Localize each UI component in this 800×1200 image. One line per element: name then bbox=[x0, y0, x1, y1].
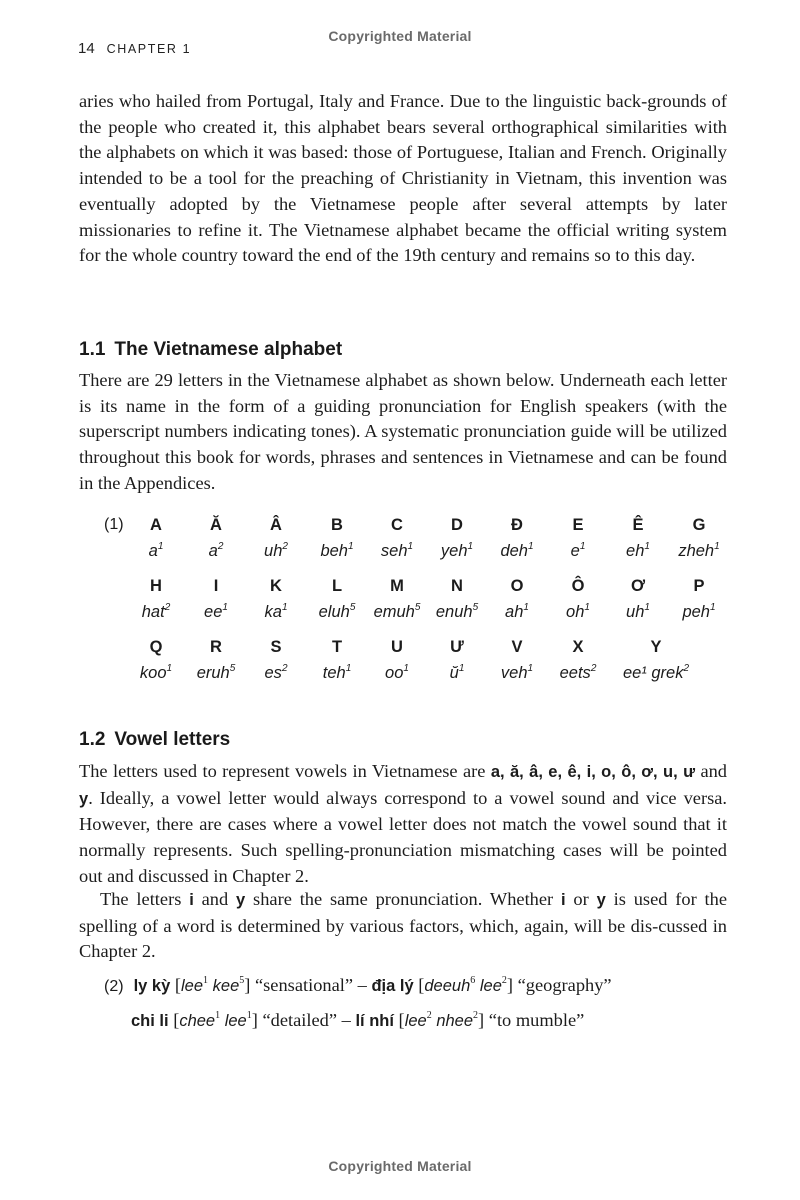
alphabet-letter: Ă bbox=[210, 516, 222, 534]
tone-number: 1 bbox=[644, 601, 650, 613]
vowel-letters-paragraph bbox=[79, 759, 727, 890]
letter-name-text: peh bbox=[682, 603, 710, 621]
pronunciation: lee bbox=[404, 1012, 427, 1030]
letter-name-text: seh bbox=[380, 542, 408, 560]
alphabet-cell bbox=[659, 577, 739, 622]
dash: – bbox=[341, 1010, 351, 1030]
text-run: The letters used to represent vowels in Vietnamese are bbox=[79, 761, 491, 781]
section-heading-1-1 bbox=[79, 339, 342, 361]
example-label-2: (2) bbox=[104, 978, 124, 995]
letter-name-text: emuh bbox=[373, 603, 415, 621]
tone-number: 1 bbox=[467, 540, 474, 552]
tone-number: 1 bbox=[579, 540, 586, 552]
section-title: Vowel letters bbox=[114, 729, 231, 750]
alphabet-letter: S bbox=[270, 638, 282, 656]
letter-name-text: a bbox=[148, 542, 158, 560]
alphabet-cell bbox=[659, 516, 739, 561]
tone-number: 1 bbox=[458, 662, 465, 674]
letter-name-text: koo bbox=[139, 664, 167, 682]
alphabet-letter: Ê bbox=[632, 516, 644, 534]
letter-name-text: a bbox=[208, 542, 218, 560]
tone-number: 1 bbox=[203, 974, 209, 986]
tone-number: 1 bbox=[281, 601, 288, 613]
letter-name-text: deh bbox=[500, 542, 528, 560]
tone-number: 5 bbox=[239, 974, 245, 986]
dash: – bbox=[357, 975, 367, 995]
alphabet-letter: N bbox=[451, 577, 463, 595]
alphabet-letter: K bbox=[270, 577, 282, 595]
alphabet-letter: I bbox=[213, 577, 219, 595]
tone-number: 2 bbox=[281, 662, 288, 674]
tone-number: 2 bbox=[217, 540, 224, 552]
letter-name-text: uh bbox=[626, 603, 645, 621]
vowel-list: a, ă, â, e, ê, i, o, ô, ơ, u, ư bbox=[490, 763, 696, 781]
letter-name-text: zheh bbox=[678, 542, 715, 560]
tone-number: 5 bbox=[472, 601, 479, 613]
tone-number: 1 bbox=[403, 662, 409, 674]
letter-name-text: ee bbox=[204, 603, 223, 621]
alphabet-letter: Â bbox=[270, 516, 282, 534]
alphabet-row bbox=[0, 638, 800, 698]
letter-name bbox=[659, 542, 739, 561]
intro-paragraph: aries who hailed from Portugal, Italy and France. Due to the linguistic back-grounds of the people who created it, this alphabet bears several orthographical similarities with the alphabets on which it was based: those of Portuguese, Italian and French. Originally intended to be a tool for the preaching of Christianity in Vietnam, this invention was eventually adopted by the Vietnamese people after several attempts by later missionaries to refine it. The Vietnamese alphabet became the official writing system for the whole country toward the end of the 19th century and remains so to this day. bbox=[79, 91, 727, 266]
tone-number: 5 bbox=[414, 601, 421, 613]
tone-number: 2 bbox=[683, 662, 690, 674]
pronunciation: lee bbox=[479, 977, 502, 995]
alphabet-letter: C bbox=[391, 516, 403, 534]
example-2-line-1: (2) ly kỳ [lee$^1$ kee$^5$] “sensational” – địa lý [deeuh$^6$ lee$^2$] “geography” bbox=[104, 974, 612, 995]
alphabet-letter: R bbox=[210, 638, 222, 656]
tone-number: 1 bbox=[222, 601, 228, 613]
vowel-y: y bbox=[79, 789, 89, 808]
tone-number: 5 bbox=[349, 601, 356, 613]
alphabet-cell bbox=[616, 638, 696, 683]
i-y-paragraph bbox=[79, 887, 727, 965]
alphabet-letter: V bbox=[511, 638, 523, 656]
alphabet-row bbox=[0, 577, 800, 637]
tone-number: 2 bbox=[426, 1009, 432, 1021]
alphabet-letter: A bbox=[150, 516, 162, 534]
alphabet-letter: O bbox=[510, 577, 524, 595]
letter-name-text: veh bbox=[500, 664, 528, 682]
letter-name-text: eets bbox=[559, 664, 591, 682]
gloss: “sensational” bbox=[254, 975, 354, 995]
tone-number: 1 bbox=[166, 662, 173, 674]
text-run: and bbox=[193, 889, 237, 909]
letter-name-text: beh bbox=[320, 542, 348, 560]
section-number: 1.2 bbox=[79, 729, 106, 750]
letter-i: i bbox=[561, 891, 566, 909]
alphabet-letter: U bbox=[391, 638, 403, 656]
pronunciation: chee bbox=[179, 1012, 216, 1030]
text-run: The letters bbox=[100, 889, 190, 909]
letter-name bbox=[659, 603, 739, 622]
letter-name bbox=[538, 664, 618, 683]
section-heading-1-2 bbox=[79, 729, 230, 751]
copyright-banner-bottom: Copyrighted Material bbox=[328, 1158, 472, 1174]
letter-name-text: ŭ bbox=[449, 664, 459, 682]
tone-number: 2 bbox=[473, 1009, 479, 1021]
pronunciation: lee bbox=[181, 977, 204, 995]
tone-number: 5 bbox=[229, 662, 236, 674]
tone-number: 1 bbox=[523, 601, 529, 613]
letter-name-text: hat bbox=[141, 603, 165, 621]
alphabet-letter: M bbox=[390, 577, 404, 595]
vietnamese-word: lí nhí bbox=[355, 1012, 394, 1030]
tone-number: 2 bbox=[282, 540, 288, 552]
alphabet-letter: X bbox=[572, 638, 584, 656]
gloss: “detailed” bbox=[262, 1010, 338, 1030]
alphabet-letter: H bbox=[150, 577, 162, 595]
tone-number: 1 bbox=[347, 540, 354, 552]
example-label-1: (1) bbox=[104, 516, 124, 533]
alphabet-letter: T bbox=[331, 638, 343, 656]
gloss: “to mumble” bbox=[488, 1010, 585, 1030]
alphabet-letter: L bbox=[331, 577, 343, 595]
tone-number: 1 bbox=[644, 540, 650, 552]
copyright-banner-top: Copyrighted Material bbox=[328, 28, 472, 44]
pronunciation: nhee bbox=[436, 1012, 474, 1030]
letter-name-text: ka bbox=[264, 603, 282, 621]
vietnamese-word: chi li bbox=[131, 1012, 169, 1030]
letter-name-text: eruh bbox=[196, 664, 230, 682]
pronunciation: kee bbox=[212, 977, 240, 995]
example-2-line-2: chi li [chee$^1$ lee$^1$] “detailed” – lí nhí [lee$^2$ nhee$^2$] “to mumble” bbox=[131, 1009, 585, 1030]
tone-number: 1 bbox=[246, 1009, 252, 1021]
letter-y: y bbox=[236, 891, 246, 909]
tone-number: 1 bbox=[709, 601, 716, 613]
gloss: “geography” bbox=[517, 975, 612, 995]
tone-number: 1 bbox=[714, 540, 720, 552]
alphabet-letter: G bbox=[692, 516, 706, 534]
letter-name-text: uh bbox=[264, 542, 283, 560]
section-title: The Vietnamese alphabet bbox=[114, 339, 343, 360]
text-run: or bbox=[565, 889, 597, 909]
pronunciation: lee bbox=[224, 1012, 247, 1030]
vietnamese-word: ly kỳ bbox=[133, 977, 171, 995]
tone-number: 1 bbox=[407, 540, 414, 552]
tone-number: 2 bbox=[501, 974, 507, 986]
alphabet-letter: P bbox=[693, 577, 705, 595]
letter-name-text: enuh bbox=[435, 603, 473, 621]
letter-i: i bbox=[189, 891, 194, 909]
alphabet-letter: Đ bbox=[511, 516, 523, 534]
tone-number: 1 bbox=[345, 662, 352, 674]
letter-name-text: teh bbox=[322, 664, 346, 682]
tone-number: 1 bbox=[584, 601, 590, 613]
alphabet-letter: E bbox=[572, 516, 584, 534]
letter-name-text: oh bbox=[566, 603, 585, 621]
letter-y: y bbox=[596, 891, 606, 909]
tone-number: 6 bbox=[470, 974, 476, 986]
letter-name-text: eh bbox=[626, 542, 645, 560]
text-run: . Ideally, a vowel letter would always correspond to a vowel sound and vice versa. However, there are cases where a vowel letter does not match the vowel sound that it normally represents. Such spelling-pronunciation mismatching cases will be pointed out and discussed in Chapter 2. bbox=[79, 787, 727, 886]
alphabet-letter: B bbox=[331, 516, 343, 534]
pronunciation: deeuh bbox=[424, 977, 471, 995]
tone-number: 1 bbox=[215, 1009, 221, 1021]
tone-number: 1 bbox=[157, 540, 164, 552]
vietnamese-word: địa lý bbox=[371, 977, 414, 995]
tone-number: 2 bbox=[590, 662, 597, 674]
letter-name-text: eluh bbox=[318, 603, 350, 621]
alphabet-letter: D bbox=[451, 516, 463, 534]
chapter-label: CHAPTER 1 bbox=[106, 42, 192, 56]
alphabet-letter: Ơ bbox=[630, 577, 646, 595]
running-head bbox=[78, 40, 191, 57]
letter-name-text: ee¹ grek bbox=[622, 664, 684, 682]
letter-name bbox=[616, 664, 696, 683]
alphabet-letter: Q bbox=[149, 638, 163, 656]
tone-number: 1 bbox=[527, 540, 534, 552]
section-number: 1.1 bbox=[79, 339, 106, 360]
alphabet-letter: Ô bbox=[571, 577, 585, 595]
letter-name-text: ah bbox=[505, 603, 524, 621]
letter-name-text: e bbox=[570, 542, 580, 560]
page-number: 14 bbox=[78, 40, 95, 57]
alphabet-cell bbox=[538, 638, 618, 683]
alphabet-letter: Ư bbox=[450, 638, 464, 656]
tone-number: 1 bbox=[527, 662, 534, 674]
alphabet-intro-paragraph: There are 29 letters in the Vietnamese alphabet as shown below. Underneath each letter is its name in the form of a guiding pronunciation for English speakers (with the superscript numbers indicating tones). A systematic pronunciation guide will be utilized throughout this book for words, phrases and sentences in Vietnamese and can be found in the Appendices. bbox=[79, 370, 727, 493]
text-run: share the same pronunciation. Whether bbox=[245, 889, 561, 909]
tone-number: 2 bbox=[164, 601, 171, 613]
text-run: and bbox=[695, 761, 727, 781]
alphabet-row bbox=[0, 516, 800, 576]
letter-name-text: yeh bbox=[440, 542, 468, 560]
letter-name-text: oo bbox=[385, 664, 404, 682]
letter-name-text: es bbox=[264, 664, 282, 682]
text-run: is used for the spelling of a word is determined by various factors, which, again, will be dis-cussed in Chapter 2. bbox=[79, 889, 728, 962]
alphabet-letter: Y bbox=[650, 638, 662, 656]
